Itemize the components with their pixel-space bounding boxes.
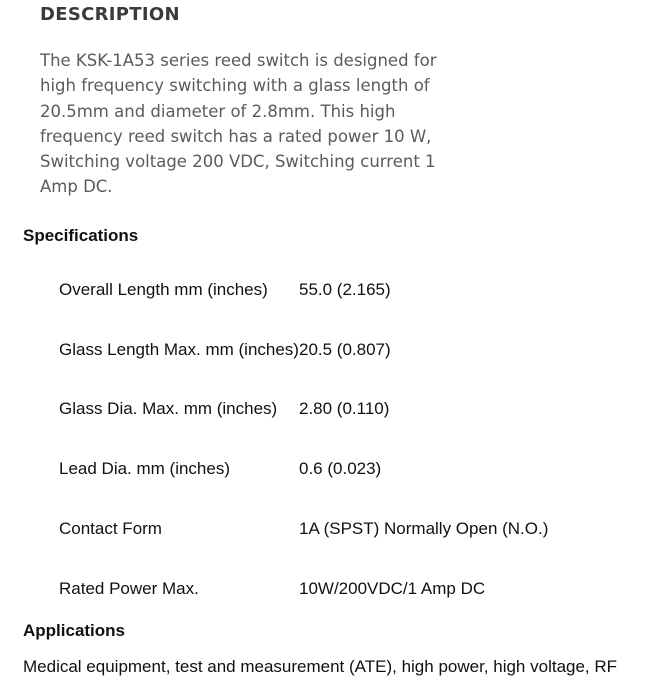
specifications-table xyxy=(59,260,548,619)
description-heading: DESCRIPTION xyxy=(40,4,180,25)
spec-value: 10W/200VDC/1 Amp DC xyxy=(299,578,486,598)
spec-value: 1A (SPST) Normally Open (N.O.) xyxy=(299,519,549,539)
spec-label: Rated Power Max. xyxy=(59,578,199,598)
spec-value: 0.6 (0.023) xyxy=(299,459,382,479)
description-section xyxy=(40,4,460,200)
applications-heading: Applications xyxy=(23,621,126,640)
spec-row-contact-form xyxy=(59,499,548,559)
spec-value: 55.0 (2.165) xyxy=(299,279,391,299)
spec-label: Lead Dia. mm (inches) xyxy=(59,459,231,479)
spec-label: Overall Length mm (inches) xyxy=(59,279,268,299)
spec-label: Contact Form xyxy=(59,519,162,539)
applications-text: Medical equipment, test and measurement (ATE), high power, high voltage, RF xyxy=(23,657,618,676)
spec-label: Glass Dia. Max. mm (inches) xyxy=(59,399,278,419)
spec-row-overall-length xyxy=(59,260,548,320)
spec-value: 2.80 (0.110) xyxy=(299,399,390,419)
specifications-heading: Specifications xyxy=(23,226,139,245)
spec-row-lead-dia xyxy=(59,439,548,499)
spec-value: 20.5 (0.807) xyxy=(299,339,391,359)
description-text: The KSK-1A53 series reed switch is designed for high frequency switching with a glass length of 20.5mm and diameter of 2.8mm. This high frequency reed switch has a rated power 10 W, Switching voltage 200 VDC, Switching current 1 Amp DC. xyxy=(40,51,437,197)
spec-row-glass-length xyxy=(59,320,548,380)
spec-row-glass-dia xyxy=(59,380,548,440)
spec-label: Glass Length Max. mm (inches) xyxy=(59,339,299,359)
spec-row-rated-power xyxy=(59,559,548,619)
